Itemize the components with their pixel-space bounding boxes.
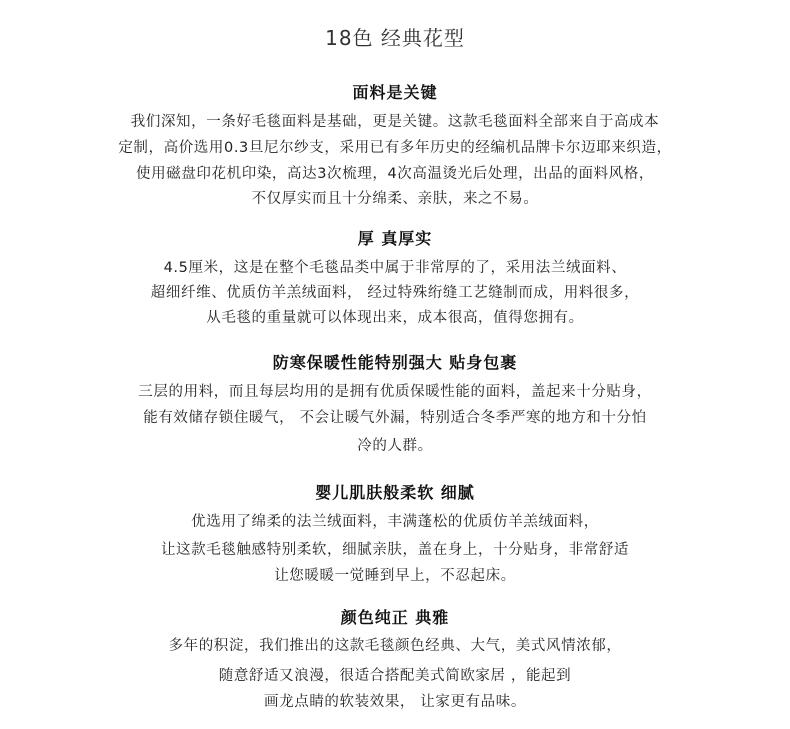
section-softness-line-2: 让这款毛毯触感特别柔软，细腻亲肤，盖在身上，十分贴身，非常舒适: [160, 542, 630, 558]
section-thickness-line-2: 超细纤维、优质仿羊羔绒面料， 经过特殊绗缝工艺缝制而成，用料很多，: [150, 285, 640, 301]
section-heading-color: 颜色纯正 典雅: [340, 608, 450, 627]
section-fabric-line-4: 不仅厚实而且十分绵柔、亲肤，来之不易。: [251, 191, 539, 207]
page-title: 18色 经典花型: [325, 26, 465, 50]
section-heading-softness: 婴儿肌肤般柔软 细腻: [315, 483, 475, 502]
section-color-line-2: 随意舒适又浪漫，很适合搭配美式简欧家居 ，能起到: [218, 668, 572, 684]
section-softness-line-3: 让您暖暖一觉睡到早上，不忍起床。: [274, 568, 516, 584]
section-color-line-3: 画龙点睛的软装效果， 让家更有品味。: [264, 694, 526, 710]
section-warmth-line-3: 冷的人群。: [357, 438, 433, 454]
section-softness-line-1: 优选用了绵柔的法兰绒面料，丰满蓬松的优质仿羊羔绒面料，: [191, 514, 599, 530]
section-heading-fabric: 面料是关键: [352, 83, 438, 102]
section-warmth-line-1: 三层的用料，而且每层均用的是拥有优质保暖性能的面料，盖起来十分贴身，: [138, 384, 652, 400]
section-heading-warmth: 防寒保暖性能特别强大 贴身包裹: [272, 353, 518, 372]
section-color-line-1: 多年的积淀，我们推出的这款毛毯颜色经典、大气，美式风情浓郁，: [168, 638, 622, 654]
section-fabric-line-1: 我们深知，一条好毛毯面料是基础，更是关键。这款毛毯面料全部来自于高成本: [130, 114, 660, 130]
section-fabric-line-3: 使用磁盘印花机印染，高达3次梳理，4次高温烫光后处理，出品的面料风格，: [136, 166, 654, 182]
section-heading-thickness: 厚 真厚实: [357, 229, 433, 248]
section-thickness-line-1: 4.5厘米，这是在整个毛毯品类中属于非常厚的了，采用法兰绒面料、: [163, 260, 627, 276]
section-warmth-line-2: 能有效储存锁住暖气， 不会让暖气外漏，特别适合冬季严寒的地方和十分怕: [143, 410, 647, 426]
section-thickness-line-3: 从毛毯的重量就可以体现出来，成本很高，值得您拥有。: [206, 310, 584, 326]
section-fabric-line-2: 定制，高价选用0.3旦尼尔纱支，采用已有多年历史的经编机品牌卡尔迈耶来织造，: [118, 140, 672, 156]
